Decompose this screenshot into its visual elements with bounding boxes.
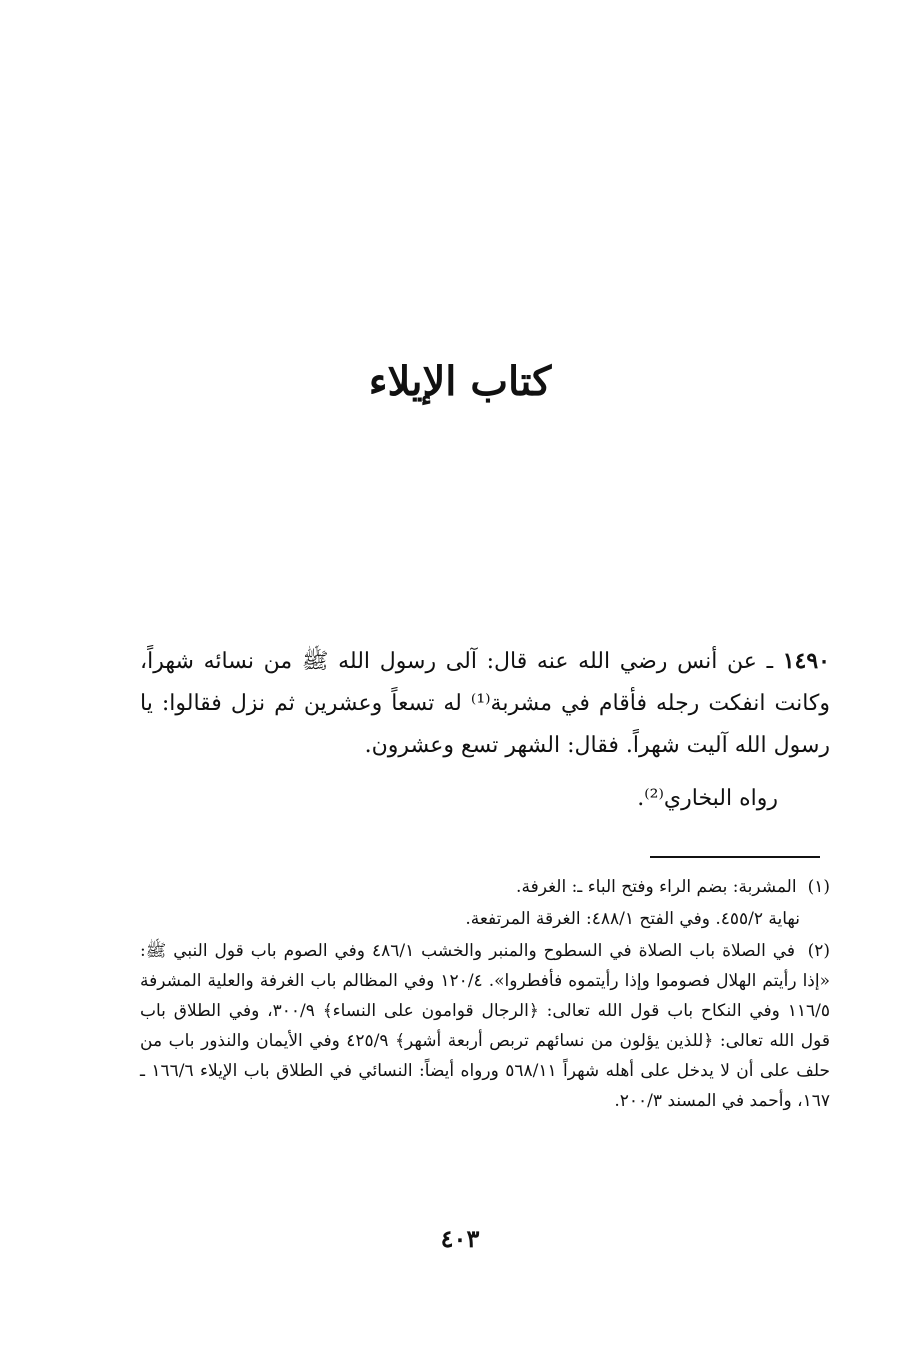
hadith-number: ١٤٩٠: [782, 648, 830, 674]
narration-source: رواه البخاري⁽²⁾.: [637, 786, 778, 811]
hadith-body: [140, 640, 830, 767]
footnote-2-label: (٢): [807, 941, 831, 961]
footnote-1: [140, 872, 830, 902]
hadith-text: ـ عن أنس رضي الله عنه قال: آلى رسول الله ﷺ من نسائه شهراً، وكانت انفكت رجله فأقام في مشربة⁽¹⁾ له تسعاً وعشرين ثم نزل فقالوا: يا رسول الله آليت شهراً. فقال: الشهر تسع وعشرون.: [140, 649, 830, 758]
footnote-1-line-2: نهاية ٤٥٥/٢. وفي الفتح ٤٨٨/١: الغرقة المرتفعة.: [465, 909, 800, 929]
footnote-2-text: في الصلاة باب الصلاة في السطوح والمنبر والخشب ٤٨٦/١ وفي الصوم باب قول النبي ﷺ: «إذا رأيتم الهلال فصوموا وإذا رأيتموه فأفطروا». ١٢٠/٤ وفي المظالم باب الغرفة والعلية المشرفة ١١٦/٥ وفي النكاح باب قول الله تعالى: ﴿الرجال قوامون على النساء﴾ ٣٠٠/٩، وفي الطلاق باب قول الله تعالى: ﴿للذين يؤلون من نسائهم تربص أربعة أشهر﴾ ٤٢٥/٩ وفي الأيمان والنذور باب من حلف على أن لا يدخل على أهله شهراً ٥٦٨/١١ ورواه أيضاً: النسائي في الطلاق باب الإيلاء ١٦٦/٦ ـ ١٦٧، وأحمد في المسند ٢٠٠/٣.: [140, 941, 830, 1111]
footnote-1-line-1: المشربة: بضم الراء وفتح الباء ـ: الغرفة.: [516, 877, 797, 897]
footnote-2: [140, 936, 830, 1116]
footnote-divider: [650, 856, 820, 858]
footnote-1-label: (١): [807, 877, 830, 897]
hadith-paragraph: [140, 640, 830, 767]
page-number: ٤٠٣: [440, 1224, 480, 1253]
chapter-title: كتاب الإيلاء: [368, 358, 552, 405]
footnotes: [140, 872, 830, 1118]
footnote-1-continuation: [140, 904, 830, 934]
